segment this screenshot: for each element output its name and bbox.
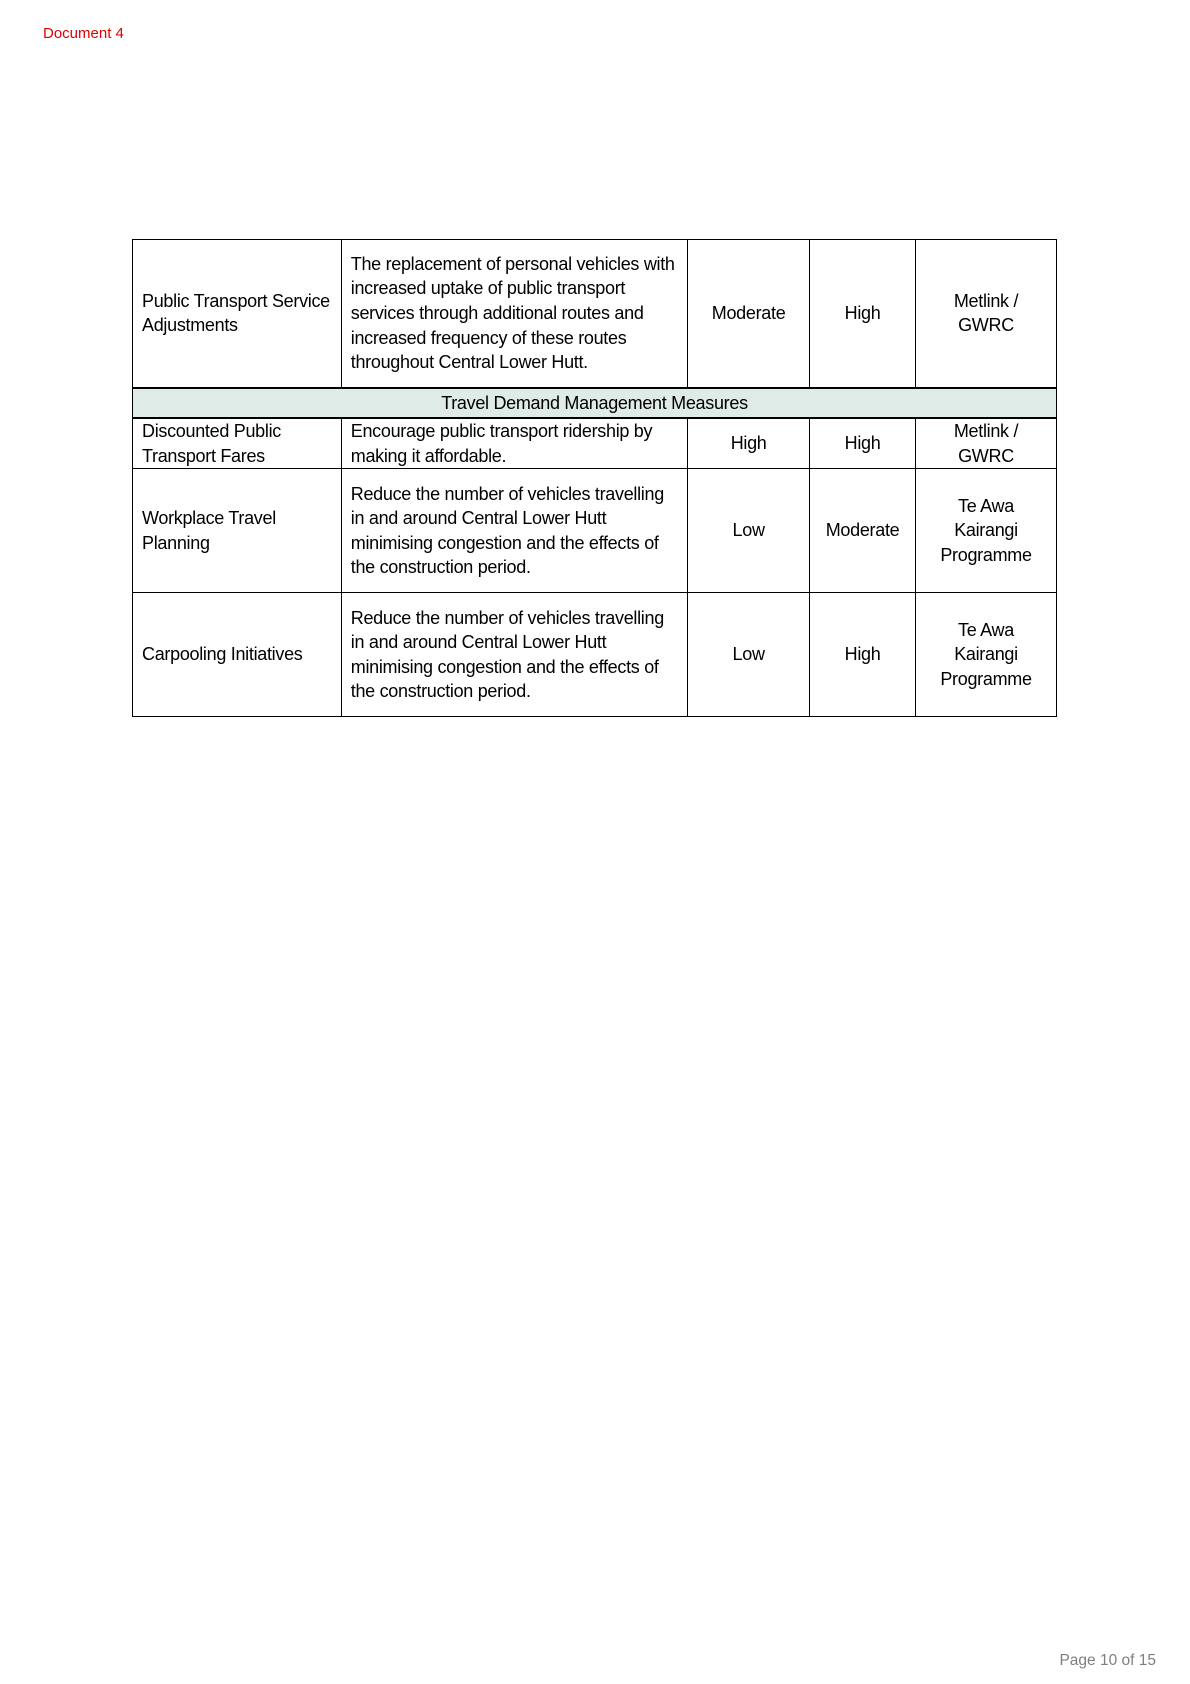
owner-cell: Te Awa Kairangi Programme — [916, 469, 1057, 593]
owner-cell: Te Awa Kairangi Programme — [916, 593, 1057, 717]
rating-cell: Low — [688, 469, 810, 593]
section-header: Travel Demand Management Measures — [133, 388, 1057, 419]
table-row — [133, 593, 1057, 717]
rating-cell: Moderate — [688, 240, 810, 388]
description-cell: Encourage public transport ridership by making it affordable. — [341, 418, 687, 469]
table-row — [133, 418, 1057, 469]
measure-cell: Discounted Public Transport Fares — [133, 418, 342, 469]
page-number: Page 10 of 15 — [1059, 1652, 1156, 1669]
table-row — [133, 240, 1057, 388]
rating-cell: High — [810, 418, 916, 469]
measures-table — [132, 239, 1057, 717]
measure-cell: Workplace Travel Planning — [133, 469, 342, 593]
measure-cell: Carpooling Initiatives — [133, 593, 342, 717]
owner-cell: Metlink / GWRC — [916, 418, 1057, 469]
rating-cell: High — [810, 240, 916, 388]
rating-cell: Low — [688, 593, 810, 717]
section-header-row — [133, 388, 1057, 419]
rating-cell: High — [810, 593, 916, 717]
description-cell: Reduce the number of vehicles travelling in and around Central Lower Hutt minimising congestion and the effects of the construction period. — [341, 469, 687, 593]
table-row — [133, 469, 1057, 593]
owner-cell: Metlink / GWRC — [916, 240, 1057, 388]
description-cell: The replacement of personal vehicles with increased uptake of public transport services through additional routes and increased frequency of these routes throughout Central Lower Hutt. — [341, 240, 687, 388]
rating-cell: High — [688, 418, 810, 469]
description-cell: Reduce the number of vehicles travelling in and around Central Lower Hutt minimising congestion and the effects of the construction period. — [341, 593, 687, 717]
rating-cell: Moderate — [810, 469, 916, 593]
measure-cell: Public Transport Service Adjustments — [133, 240, 342, 388]
document-label: Document 4 — [43, 25, 124, 42]
